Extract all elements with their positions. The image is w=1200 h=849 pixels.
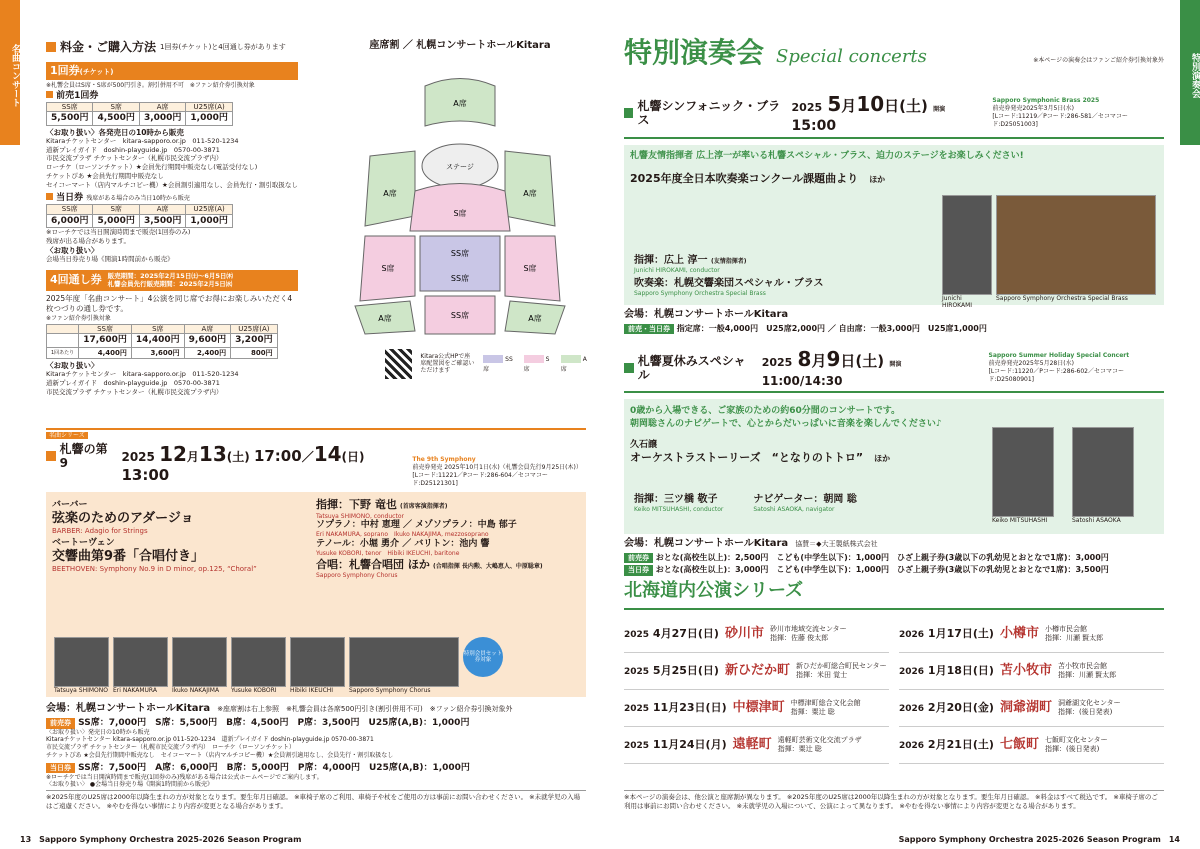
daiku-date: 2025 12月13(土) 17:00／14(日) 13:00 [121, 441, 365, 484]
seating-map [330, 56, 590, 336]
tour-list-right [899, 616, 1164, 764]
side-tab-left [0, 0, 20, 145]
tour-row: 2026 1月17日(土) 小樽市 小樽市民会館 指揮：川瀬 賢太郎 [899, 616, 1164, 653]
set-badge: 特別会員セット券対象 [463, 637, 503, 677]
svg-text:A席: A席 [528, 314, 542, 323]
daiku-box: バーバー 弦楽のためのアダージョ BARBER: Adagio for Strings ベートーヴェン 交響曲第9番「合唱付き」 BEETHOVEN: Symphony No.9 in D minor, op.125, “Choral” 指揮：下野 竜也 (首席客演指揮者) Tatsuya SHIMONO, conductor ソプラノ：中村 恵理 ／ メゾソプラノ：中島 郁子 Eri NAKAMURA, soprano Ikuko NAKAJIMA, mezzosoprano テノール：小堀 勇介 ／ バリトン：池内 響 Yusuke KOBORI, tenor Hibiki IKEUCHI, baritone 合唱：札響合唱団 ほか (合唱指揮 長内勲、大嶋恵人、中原聡章) Sapporo Symphony Chorus Tatsuya SHIMONO Eri NAKAMURA Ikuko NAKAJIMA Yusuke KOBORI Hibiki IKEUCHI Sapporo Symphony Chorus 特別会員セット券対象 [46, 492, 586, 697]
svg-text:SS席: SS席 [450, 311, 470, 320]
svg-text:A席: A席 [378, 314, 392, 323]
page-number-left: 13 [20, 835, 32, 845]
seating-legend: Kitara公式HPで座席配置図をご確認いただけます SS席 S席 A席 [330, 349, 590, 379]
advance-price-table: SS席 S席 A席 U25席(A) 5,500円 4,500円 3,000円 1,000円 [46, 102, 233, 126]
series-ticket-bar: 4回通し券 販売期間：2025年2月15日㈯〜6月5日㈭ 札響会員先行販売期間：2025年2月5日㈬ [46, 270, 298, 291]
advance-label: 前売1回券 [56, 90, 99, 101]
dayof-label: 当日券 [56, 193, 84, 204]
svg-text:S席: S席 [381, 264, 395, 273]
special-title: 特別演奏会 [624, 36, 765, 69]
daiku-title: 札響の第9 [46, 442, 113, 471]
series-price-table: SS席 S席 A席 U25席(A) 17,600円 14,400円 9,600円 3,200円 1回あたり 4,400円 3,600円 2,400円 800円 [46, 324, 278, 360]
svg-text:A席: A席 [453, 99, 467, 108]
tour-row: 2025 4月27日(日) 砂川市 砂川市地域交流センター 指揮：佐藤 俊太郎 [624, 616, 889, 653]
side-tab-label: 名曲コンサート [10, 44, 20, 107]
daiku-photos: Tatsuya SHIMONO Eri NAKAMURA Ikuko NAKAJIMA Yusuke KOBORI Hibiki IKEUCHI Sapporo Symphony Chorus 特別会員セット券対象 [54, 637, 503, 694]
tour-row: 2025 5月25日(日) 新ひだか町 新ひだか町総合町民センター 指揮：米田 覚士 [624, 653, 889, 690]
tour-row: 2025 11月23日(日) 中標津町 中標津町総合文化会館 指揮：粟辻 聡 [624, 690, 889, 727]
daiku-section: 名曲シリーズ 札響の第9 2025 12月13(土) 17:00／14(日) 13:00 The 9th Symphony 前売券発売 2025年10月1日(水)（札響会員先行9月25日(木)） [Lコード:11221／Pコード:286-604／セコマコード:D25121301] バーバー 弦楽のためのアダージョ BARBER: Adagio for Strings ベートーヴェン 交響曲第9番「合唱付き」 BEETHOVEN: Symphony No.9 in D minor, op.125, “Choral” 指揮：下野 竜也 (首席客演指揮者) Tatsuya SHIMONO, conductor ソプラノ：中村 恵理 ／ メゾソプラノ：中島 郁子 Eri NAKAMURA, soprano Ikuko NAKAJIMA, mezzosoprano テノール：小堀 勇介 ／ バリトン：池内 響 Yusuke KOBORI, tenor Hibiki IKEUCHI, baritone 合唱：札響合唱団 ほか (合唱指揮 長内勲、大嶋恵人、中原聡章) Sapporo Symphony Chorus Tatsuya SHIMONO Eri NAKAMURA Ikuko NAKAJIMA Yusuke KOBORI Hibiki IKEUCHI Sapporo Symphony Chorus 特別会員セット券対象 会場：札幌コンサートホールKitara ※座席割は右上参照 ※札響会員は各席500円引き(割引併用不可) ※ファン紹介券引換対象外 前売券 SS席：7,000円 S席：5,500円 B席：4,500円 P席：3,500円 U25席(A,B)：1,000円 〈お取り扱い〉発売日の10時から販売 Kitaraチケットセンター kitara-sapporo.or.jp 011-520-1234 道新プレイガイド doshin-playguide.jp 0570-00-3871 市民交流プラザ チケットセンター（札幌市民交流プラザ内） ローチケ（ローソンチケット） チケットぴあ ★会員先行期間中販売なし セイコーマート（店内マルチコピー機）★会員割引適用なし、会員先行・割引取扱なし 当日券 SS席：7,500円 A席：6,000円 B席：5,000円 P席：4,000円 U25席(A,B)：1,000円 ※ローチケでは当日開演時間まで販売(1回券のみ)残席がある場合は公式ホームページでご案内します。 〈お取り扱い〉 ●会場当日券売り場《開演1時間前から販売》 [46, 428, 586, 778]
svg-text:SS席: SS席 [450, 274, 470, 283]
svg-text:SS席: SS席 [450, 249, 470, 258]
qr-code[interactable] [385, 349, 412, 379]
special-header: 特別演奏会 Special concerts ※本ページの演奏会はファンご紹介券引換対象外 [624, 36, 1164, 69]
tour-section [624, 580, 1164, 764]
svg-text:A席: A席 [523, 189, 537, 198]
seating-title: 座席割 ／ 札幌コンサートホールKitara [369, 40, 551, 51]
tour-row: 2026 2月20日(金) 洞爺湖町 洞爺湖文化センター 指揮：(後日発表) [899, 690, 1164, 727]
tour-row: 2025 11月24日(月) 遠軽町 遠軽町芸術文化交流プラザ 指揮：粟辻 聡 [624, 727, 889, 764]
svg-text:ステージ: ステージ [446, 163, 474, 171]
brass-section: 札響シンフォニック・ブラス 2025 5月10日(土) 開演 15:00 Sapporo Symphonic Brass 2025 前売券発売2025年3月5日(水) [Lコード:11219／Pコード:286-581／セコマコード:D25051003] 札響友情指揮者 広上淳一が率いる札響スペシャル・ブラス、迫力のステージをお楽しみください! 2025年度全日本吹奏楽コンクール課題曲より ほか 指揮：広上 淳一 (友情指揮者) Junichi HIROKAMI, conductor 吹奏楽：札幌交響楽団スペシャル・ブラス Sapporo Symphony Orchestra Special Brass Junichi HIROKAMI Sapporo Symphony Orchestra Special Brass 会場：札幌コンサートホールKitara 前売・当日券 指定席：一般4,000円 U25席2,000円 ／ 自由席：一般3,000円 U25席1,000円 [624, 92, 1164, 334]
tour-list-left [624, 616, 889, 764]
tour-row: 2026 2月21日(土) 七飯町 七飯町文化センター 指揮：(後日発表) [899, 727, 1164, 764]
dayof-price-table: SS席 S席 A席 U25席(A) 6,000円 5,000円 3,500円 1,000円 [46, 204, 233, 228]
svg-text:S席: S席 [523, 264, 537, 273]
side-tab-right [1180, 0, 1200, 145]
svg-text:A席: A席 [383, 189, 397, 198]
svg-text:S席: S席 [453, 209, 467, 218]
pricing-section: 料金・ご購入方法 1回券(チケット)と4回通し券があります 1回券(チケット) ※札響会員はS席・S席が500円引き。割引併用不可 ※ファン紹介券引換対象 前売1回券 SS席 S席 A席 U25席(A) 5,500円 4,500円 3,000円 1,000円 〈お取り扱い〉各発売日の10時から販売 Kitaraチケットセンター kitara-sapporo.or.jp 011-520-1234 道新プレイガイド doshin-playguide.jp 0570-00-3871 市民交流プラザ チケットセンター（札幌市民交流プラザ内） ローチケ（ローソンチケット）★会員先行期間中販売なし(電話受付なし) チケットぴあ ★会員先行期間中販売なし セイコーマート（店内マルチコピー機）★会員割引適用なし、会員先行・割引取扱なし 当日券 残席がある場合のみ当日10時から販売 SS席 S席 A席 U25席(A) 6,000円 5,000円 3,500円 1,000円 ※ローチケでは当日開演時間まで販売(1回券のみ) 残席が出る場合があります。 〈お取り扱い〉 会場当日券売り場《開演1時間前から販売》 4回通し券 販売期間：2025年2月15日㈯〜6月5日㈭ 札響会員先行販売期間：2025年2月5日㈬ 2025年度「名曲コンサート」4公演を同じ席でお得にお楽しみいただく4枚つづりの通し券です。 ※ファン紹介券引換対象 SS席 S席 A席 U25席(A) 17,600円 14,400円 9,600円 3,200円 1回あたり 4,400円 3,600円 2,400円 800円 〈お取り扱い〉 Kitaraチケットセンター kitara-sapporo.or.jp 011-520-1234 道新プレイガイド doshin-playguide.jp 0570-00-3871 市民交流プラザ チケットセンター（札幌市民交流プラザ内） [46, 40, 298, 396]
pricing-heading: 料金・ご購入方法 1回券(チケット)と4回通し券があります [46, 40, 298, 54]
side-tab-label: 特別演奏会 [1190, 53, 1200, 98]
tour-title: 北海道内公演シリーズ [624, 580, 804, 601]
seating-section [330, 40, 590, 420]
tour-row: 2026 1月18日(日) 苫小牧市 苫小牧市民会館 指揮：川瀬 賢太郎 [899, 653, 1164, 690]
page-number-right: 14 [1168, 835, 1180, 845]
inquiry-list: Kitaraチケットセンター kitara-sapporo.or.jp 011-520-1234 道新プレイガイド doshin-playguide.jp 0570-00-3871 市民交流プラザ チケットセンター（札幌市民交流プラザ内） ローチケ（ローソンチケット）★会員先行期間中販売なし(電話受付なし) チケットぴあ ★会員先行期間中販売なし セイコーマート（店内マルチコピー機）★会員割引適用なし、会員先行・割引取扱なし [46, 136, 298, 189]
summer-section: 札響夏休みスペシャル 2025 8月9日(土) 開演 11:00/14:30 Sapporo Summer Holiday Special Concert 前売券発売2025年5月28日(水) [Lコード:11220／Pコード:286-602／セコマコード:D25080901] 0歳から入場できる、ご家族のための約60分間のコンサートです。 朝岡聡さんのナビゲートで、心とからだいっぱいに音楽を楽しんでください♪ 久石譲 オーケストラストーリーズ “となりのトトロ” ほか 指揮：三ツ橋 敬子 Keiko MITSUHASHI, conductor ナビゲーター：朝岡 聡 Satoshi ASAOKA, navigator Keiko MITSUHASHI Satoshi ASAOKA 会場：札幌コンサートホールKitara 協賛＝◆大王製紙株式会社 前売券 おとな(高校生以上)：2,500円 こども(中学生以下)：1,000円 ひざ上親子券(3歳以下の乳幼児とおとなで1席)：3,000円 当日券 おとな(高校生以上)：3,000円 こども(中学生以下)：1,000円 ひざ上親子券(3歳以下の乳幼児とおとなで1席)：3,500円 [624, 347, 1164, 576]
single-ticket-bar: 1回券(チケット) [46, 62, 298, 79]
